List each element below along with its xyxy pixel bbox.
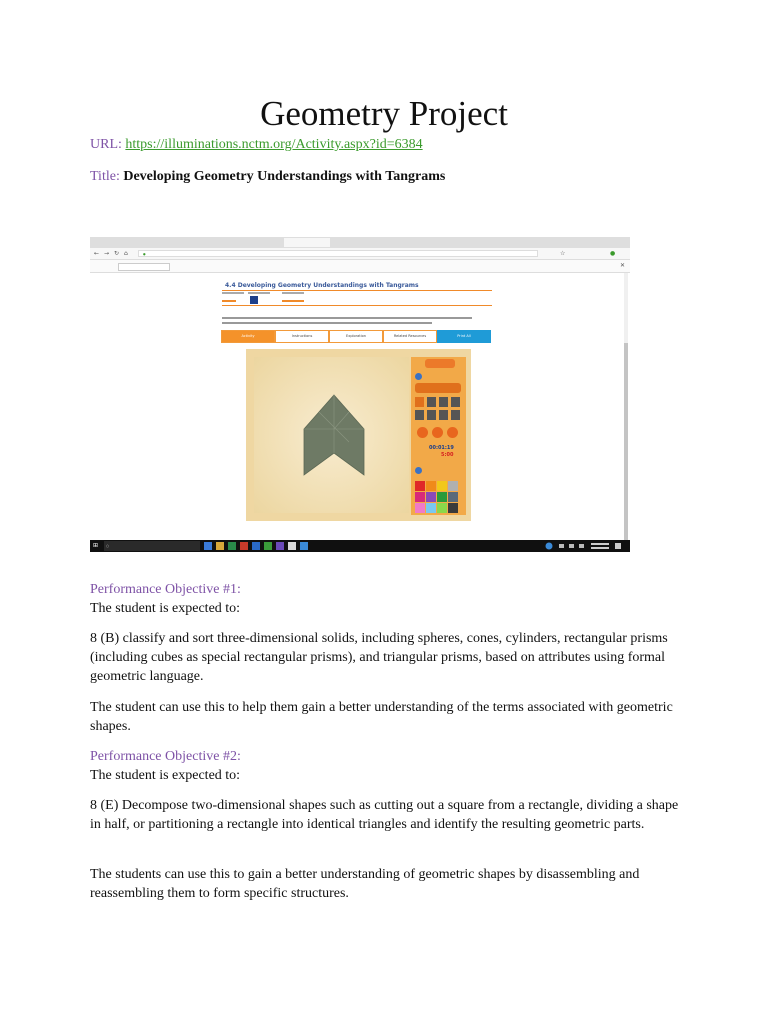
color-swatch <box>426 503 436 513</box>
activity-title: Developing Geometry Understandings with Tangrams <box>123 169 446 184</box>
objective-1-heading: Performance Objective #1: <box>90 582 241 597</box>
lock-icon: ● <box>143 252 146 256</box>
browser-tab <box>476 238 522 247</box>
title-label: Title: <box>90 169 120 184</box>
activity-page-heading: 4.4 Developing Geometry Understandings with Tangrams <box>225 282 419 289</box>
taskbar-apps <box>204 542 334 550</box>
info-icon <box>415 373 422 380</box>
find-input <box>118 263 170 271</box>
browser-tab <box>524 238 570 247</box>
browser-tab <box>380 238 426 247</box>
embedded-browser-screenshot <box>90 237 630 552</box>
scrollbar-thumb <box>624 343 628 543</box>
color-swatch <box>426 492 436 502</box>
color-swatch <box>426 481 436 491</box>
activity-url-link[interactable]: https://illuminations.nctm.org/Activity.aspx?id=6384 <box>125 137 423 152</box>
document-title: Geometry Project <box>260 94 508 133</box>
back-arrow-icon: ← <box>94 250 100 257</box>
close-icon: ✕ <box>620 262 626 269</box>
color-swatch <box>437 492 447 502</box>
tangram-applet <box>246 349 471 521</box>
page-scrollbar <box>624 273 628 540</box>
tangram-workspace <box>254 357 409 513</box>
forward-arrow-icon: → <box>104 250 110 257</box>
objective-2-standard: 8 (E) Decompose two-dimensional shapes such as cutting out a square from a rectangle, dividing a shape in half, or partitioning a rectangle into identical triangles and identify the resulting geometric parts. <box>90 798 679 832</box>
url-label: URL: <box>90 137 122 152</box>
objective-1-standard: 8 (B) classify and sort three-dimensional solids, including spheres, cones, cylinders, rectangular prisms (including cubes as special rectangular prisms), and triangular prisms, based on attributes using formal geometric language. <box>90 631 668 684</box>
color-swatch <box>415 481 425 491</box>
color-swatch <box>437 503 447 513</box>
taskbar-search-box <box>104 541 200 551</box>
palette-icon <box>415 467 422 474</box>
shape-palette <box>415 397 463 423</box>
url-field <box>138 250 538 257</box>
objective-2-explanation: The students can use this to gain a better understanding of geometric shapes by disassembling and reassembling them to form specific structures. <box>90 867 640 901</box>
timer-readout: 00:01:19 <box>429 445 454 451</box>
browser-tab <box>140 238 186 247</box>
tab-exploration: Exploration <box>329 330 383 343</box>
score-readout: 5:00 <box>441 452 454 458</box>
tab-related-resources: Related Resources <box>383 330 437 343</box>
browser-tab-active <box>284 238 330 247</box>
url-line <box>90 136 423 154</box>
color-swatch <box>448 481 458 491</box>
tool-panel <box>411 357 466 515</box>
windows-taskbar <box>90 540 630 552</box>
activity-description <box>222 292 502 326</box>
browser-tab-bar <box>90 237 630 248</box>
tangram-puzzle <box>254 357 409 513</box>
objective-2-intro: The student is expected to: <box>90 768 241 783</box>
title-line <box>90 168 445 186</box>
browser-tab <box>332 238 378 247</box>
color-swatch <box>448 503 458 513</box>
browser-tab <box>428 238 474 247</box>
tab-activity: Activity <box>221 330 275 343</box>
objective-2-heading: Performance Objective #2: <box>90 749 241 764</box>
star-icon: ☆ <box>560 250 566 257</box>
tab-print-all: Print All <box>437 330 491 343</box>
home-icon: ⌂ <box>124 250 128 257</box>
extension-icon: ● <box>610 250 616 257</box>
reload-icon: ↻ <box>114 250 120 257</box>
settings-icon <box>447 427 458 438</box>
color-swatch <box>415 503 425 513</box>
shape-row <box>415 383 461 393</box>
objective-1-intro: The student is expected to: <box>90 601 241 616</box>
tab-instructions: Instructions <box>275 330 329 343</box>
color-swatch <box>415 492 425 502</box>
objective-1-explanation: The student can use this to help them gain a better understanding of the terms associated with geometric shapes. <box>90 700 673 734</box>
activity-nav-tabs <box>221 330 494 343</box>
system-tray <box>545 542 625 550</box>
find-bar <box>90 260 630 273</box>
help-icon <box>417 427 428 438</box>
browser-address-bar <box>90 248 630 260</box>
search-icon: ○ <box>106 544 110 548</box>
color-swatch <box>437 481 447 491</box>
help-icon <box>432 427 443 438</box>
windows-start-icon: ⊞ <box>93 542 99 549</box>
heading-rule <box>222 290 492 291</box>
color-swatch <box>448 492 458 502</box>
top-controls <box>425 359 455 368</box>
browser-tab <box>92 238 138 247</box>
browser-tab <box>188 238 234 247</box>
browser-tab <box>236 238 282 247</box>
